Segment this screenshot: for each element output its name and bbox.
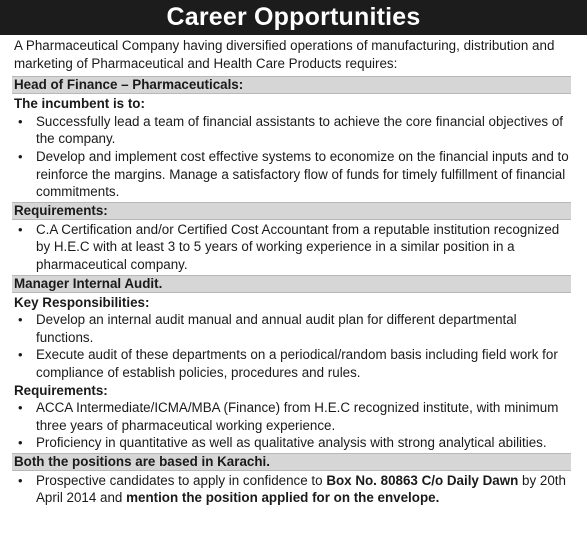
ad-content — [0, 35, 587, 507]
bullet-icon: • — [18, 221, 23, 237]
job2-requirements-heading: Requirements: — [14, 382, 108, 398]
apply-text-part1: Prospective candidates to apply in confidence to — [36, 472, 327, 488]
job1-requirements-bar — [12, 202, 571, 220]
location-heading: Both the positions are based in Karachi. — [14, 453, 270, 469]
list-item: • Develop and implement cost effective systems to economize on the financial inputs and to reinforce the margins. Manage a satisfactory flow of funds for timely fulfillment of financial commitments. — [18, 148, 569, 200]
list-item: • ACCA Intermediate/ICMA/MBA (Finance) from H.E.C recognized institute, with minimum three years of pharmaceutical working experience. — [18, 400, 559, 433]
job2-duties-list — [14, 311, 573, 381]
list-item: • Proficiency in quantitative as well as qualitative analysis with strong analytical abilities. — [18, 435, 547, 451]
list-item — [14, 472, 573, 507]
bullet-icon: • — [18, 113, 23, 129]
bullet-icon: • — [18, 400, 23, 416]
job2-requirements-list — [14, 399, 573, 452]
job2-heading: Manager Internal Audit. — [14, 275, 163, 291]
bullet-icon: • — [18, 148, 23, 164]
title-bar — [0, 0, 587, 35]
list-item: • Execute audit of these departments on a periodical/random basis including field work for compliance of establish policies, procedures and rules. — [18, 347, 558, 380]
job1-requirements-heading: Requirements: — [14, 202, 108, 218]
job1-heading: Head of Finance – Pharmaceuticals: — [14, 77, 244, 93]
bullet-icon: • — [18, 347, 23, 363]
job1-requirements-list — [14, 221, 573, 274]
list-item: • Successfully lead a team of financial assistants to achieve the core financial objectives of the company. — [18, 113, 563, 147]
intro-text: A Pharmaceutical Company having diversified operations of manufacturing, distribution and marketing of Pharmaceutical and Health Care Products requires: — [14, 38, 555, 71]
bullet-icon: • — [18, 435, 23, 451]
location-heading-bar — [12, 453, 571, 471]
bullet-icon: • — [18, 472, 23, 488]
job2-subhead: Key Responsibilities: — [14, 294, 150, 310]
bullet-icon: • — [18, 312, 23, 328]
apply-instructions-list — [14, 472, 573, 507]
job1-heading-bar — [12, 76, 571, 94]
job1-subhead: The incumbent is to: — [14, 96, 145, 112]
page-title: Career Opportunities — [166, 3, 421, 31]
apply-box-number: Box No. 80863 C/o Daily Dawn — [326, 472, 519, 488]
job2-heading-bar — [12, 275, 571, 293]
list-item: • C.A Certification and/or Certified Cost Accountant from a reputable institution recognized by H.E.C with at least 3 to 5 years of working experience in a similar position in a pharmaceutical company. — [18, 221, 560, 272]
apply-text-part2: by 20th April 2014 and — [36, 472, 566, 506]
job1-duties-list — [14, 113, 573, 201]
list-item: • Develop an internal audit manual and annual audit plan for different departmental functions. — [18, 312, 517, 345]
apply-envelope-note: mention the position applied for on the envelope. — [126, 490, 440, 506]
